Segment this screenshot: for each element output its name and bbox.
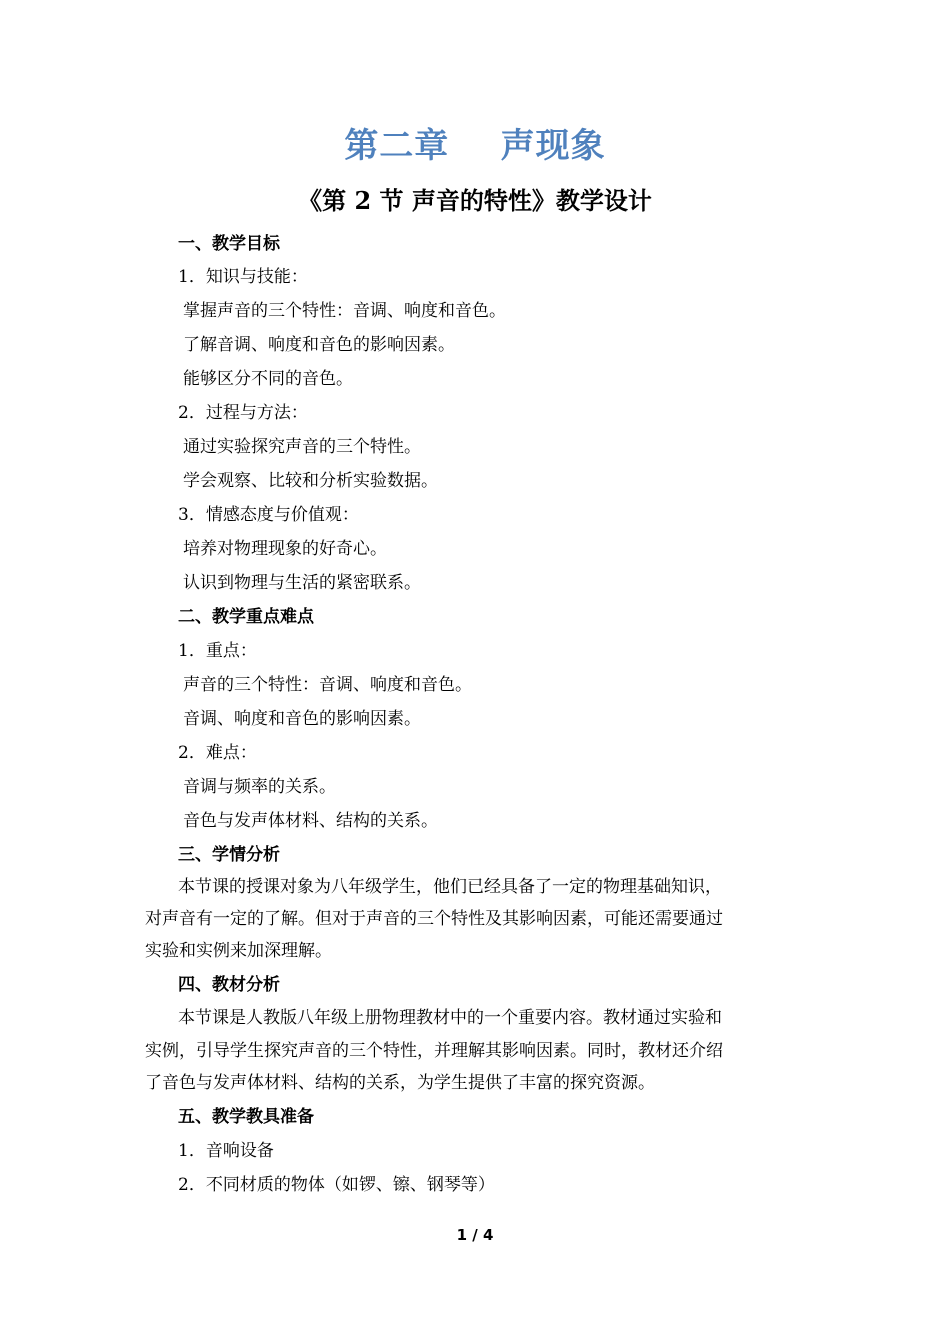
section-heading-textbook: 四、教材分析	[178, 975, 280, 995]
page-number: 1 / 4	[456, 1226, 494, 1244]
section-heading-keypoints: 二、教学重点难点	[178, 607, 314, 627]
goal-item: 培养对物理现象的好奇心。	[183, 539, 387, 559]
goal-item: 认识到物理与生活的紧密联系。	[183, 573, 421, 593]
keypoint-item: 音调与频率的关系。	[183, 777, 336, 797]
tool-item: 1．音响设备	[178, 1141, 274, 1161]
keypoint-label-focus: 1．重点：	[178, 641, 257, 661]
section-heading-goals: 一、教学目标	[178, 234, 280, 254]
goal-label-emotion: 3．情感态度与价值观：	[178, 505, 359, 525]
paragraph-line: 实例，引导学生探究声音的三个特性，并理解其影响因素。同时，教材还介绍	[145, 1041, 723, 1061]
section-heading-tools: 五、教学教具准备	[178, 1107, 314, 1127]
chapter-title: 第二章 声现象	[344, 126, 606, 166]
goal-item: 掌握声音的三个特性：音调、响度和音色。	[183, 301, 506, 321]
goal-label-knowledge: 1．知识与技能：	[178, 267, 308, 287]
goal-item: 学会观察、比较和分析实验数据。	[183, 471, 438, 491]
keypoint-item: 声音的三个特性：音调、响度和音色。	[183, 675, 472, 695]
goal-item: 了解音调、响度和音色的影响因素。	[183, 335, 455, 355]
paragraph-line: 了音色与发声体材料、结构的关系，为学生提供了丰富的探究资源。	[145, 1073, 655, 1093]
paragraph-line: 本节课的授课对象为八年级学生，他们已经具备了一定的物理基础知识，	[178, 877, 722, 897]
paragraph-line: 本节课是人教版八年级上册物理教材中的一个重要内容。教材通过实验和	[178, 1008, 722, 1028]
keypoint-item: 音色与发声体材料、结构的关系。	[183, 811, 438, 831]
tool-item: 2．不同材质的物体（如锣、镲、钢琴等）	[178, 1175, 495, 1195]
keypoint-label-difficulty: 2．难点：	[178, 743, 257, 763]
paragraph-line: 对声音有一定的了解。但对于声音的三个特性及其影响因素，可能还需要通过	[145, 909, 723, 929]
keypoint-item: 音调、响度和音色的影响因素。	[183, 709, 421, 729]
goal-item: 通过实验探究声音的三个特性。	[183, 437, 421, 457]
section-heading-students: 三、学情分析	[178, 845, 280, 865]
lesson-title: 《第 2 节 声音的特性》教学设计	[298, 186, 652, 215]
goal-item: 能够区分不同的音色。	[183, 369, 353, 389]
goal-label-method: 2．过程与方法：	[178, 403, 308, 423]
paragraph-line: 实验和实例来加深理解。	[145, 941, 332, 961]
